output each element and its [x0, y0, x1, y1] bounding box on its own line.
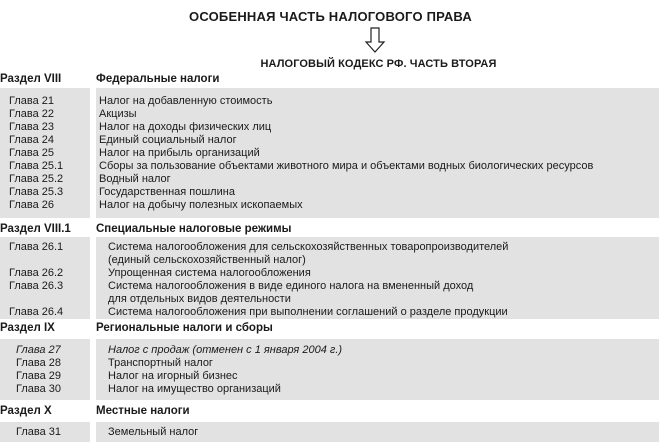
tax-list	[108, 344, 342, 396]
tax-name: Сборы за пользование объектами животного мира и объектами водных биологических ресурсов	[99, 160, 594, 172]
chapter-label: Глава 26.3	[9, 280, 64, 292]
tax-list	[99, 95, 593, 212]
section-label: Раздел IX	[0, 322, 55, 334]
chapter-label	[9, 254, 63, 267]
subtitle: НАЛОГОВЫЙ КОДЕКС РФ. ЧАСТЬ ВТОРАЯ	[260, 58, 497, 70]
section-title: Региональные налоги и сборы	[96, 322, 273, 334]
chapter-label: Глава 26.2	[9, 267, 64, 279]
tax-name: Система налогообложения для сельскохозяйственных товаропроизводителей	[108, 241, 509, 253]
page-title: ОСОБЕННАЯ ЧАСТЬ НАЛОГОВОГО ПРАВА	[189, 9, 472, 24]
tax-name: Акцизы	[99, 108, 137, 120]
tax-name: Упрощенная система налогообложения	[108, 267, 311, 279]
section-title: Местные налоги	[96, 405, 190, 417]
tax-name: Налог на доходы физических лиц	[99, 121, 272, 133]
chapter-list	[16, 344, 61, 396]
tax-list	[108, 426, 198, 439]
chapter-label	[9, 293, 63, 306]
chapter-label: Глава 30	[16, 383, 62, 395]
chapter-list	[9, 95, 63, 212]
tax-name: Транспортный налог	[108, 357, 213, 369]
section-title: Федеральные налоги	[96, 73, 220, 85]
tax-name: Налог с продаж (отменен с 1 января 2004 г.)	[108, 344, 343, 356]
tax-name: для отдельных видов деятельности	[108, 293, 291, 305]
tax-name: Налог на имущество организаций	[108, 383, 281, 395]
tax-name: Налог на добычу полезных ископаемых	[99, 199, 303, 211]
section-title: Специальные налоговые режимы	[96, 223, 292, 235]
tax-name: (единый сельскохозяйственный налог)	[108, 254, 306, 266]
tax-name: Система налогообложения в виде единого налога на вмененный доход	[108, 280, 474, 292]
chapter-label: Глава 24	[9, 134, 55, 146]
section-label: Раздел VIII.1	[0, 223, 71, 235]
chapter-label: Глава 26.4	[9, 306, 64, 318]
section-label: Раздел VIII	[0, 73, 62, 85]
tax-list	[108, 241, 508, 319]
tax-name: Налог на игорный бизнес	[108, 370, 238, 382]
tax-name: Водный налог	[99, 173, 171, 185]
chapter-label: Глава 25.3	[9, 186, 64, 198]
chapter-label: Глава 31	[16, 426, 62, 438]
chapter-label: Глава 27	[16, 344, 61, 356]
chapter-list	[9, 241, 63, 319]
chapter-label: Глава 25.1	[9, 160, 64, 172]
arrow-down-icon	[364, 27, 386, 53]
tax-name: Земельный налог	[108, 426, 199, 438]
tax-name: Система налогообложения при выполнении соглашений о разделе продукции	[108, 306, 508, 318]
tax-name: Единый социальный налог	[99, 134, 237, 146]
tax-name: Налог на добавленную стоимость	[99, 95, 273, 107]
chapter-label: Глава 26	[9, 199, 55, 211]
chapter-label: Глава 28	[16, 357, 62, 369]
tax-name: Государственная пошлина	[99, 186, 235, 198]
chapter-label: Глава 29	[16, 370, 62, 382]
chapter-label: Глава 22	[9, 108, 55, 120]
chapter-label: Глава 25.2	[9, 173, 64, 185]
chapter-label: Глава 21	[9, 95, 55, 107]
chapter-list	[16, 426, 61, 439]
chapter-label: Глава 26.1	[9, 241, 64, 253]
tax-name: Налог на прибыль организаций	[99, 147, 260, 159]
section-label: Раздел X	[0, 405, 52, 417]
chapter-label: Глава 23	[9, 121, 55, 133]
chapter-label: Глава 25	[9, 147, 55, 159]
